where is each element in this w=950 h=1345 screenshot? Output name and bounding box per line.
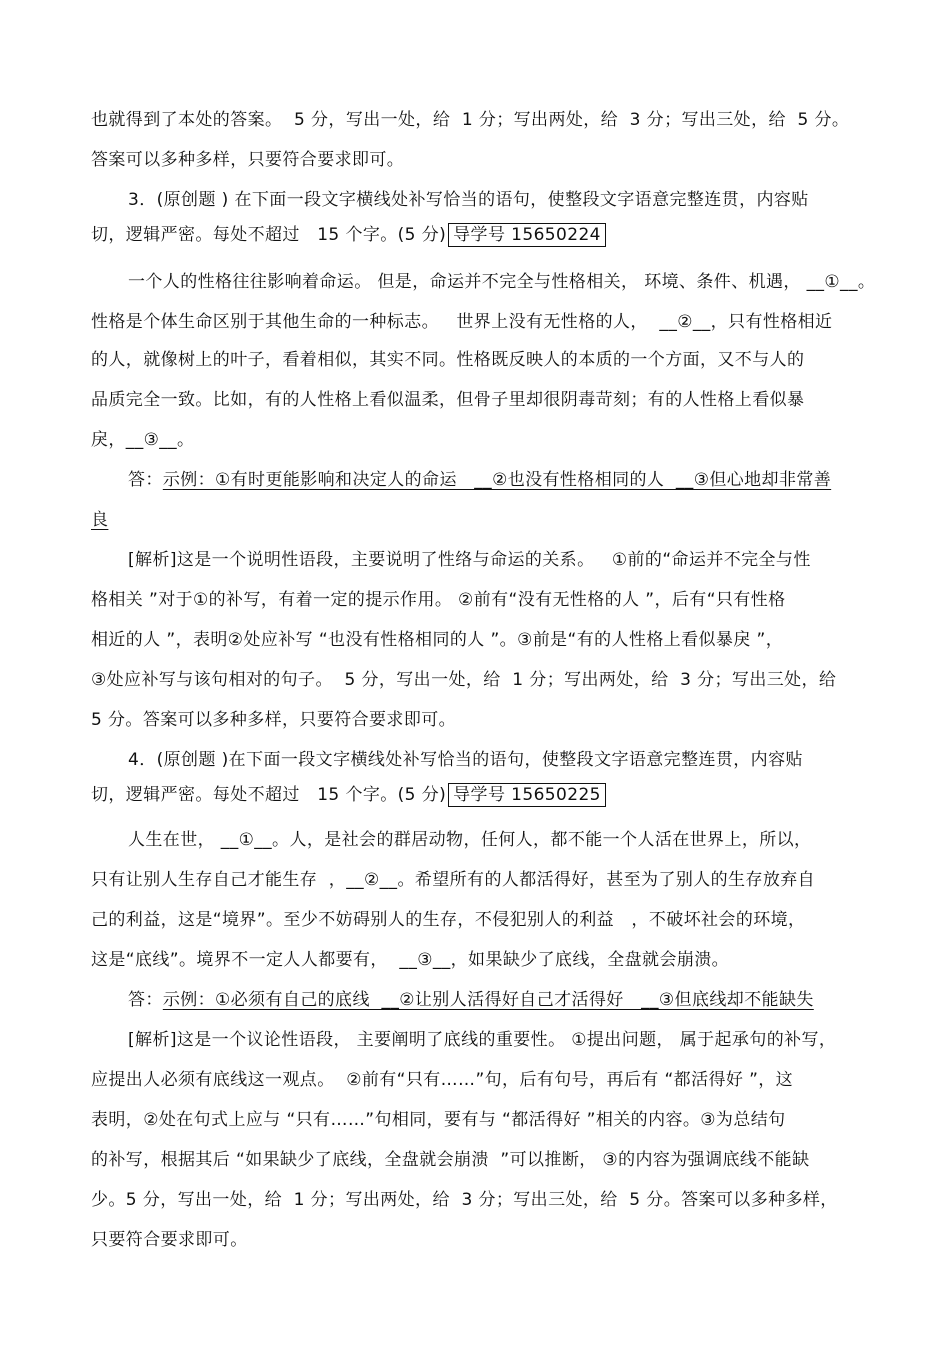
question-4-line: 4．(原创题 )在下面一段文字横线处补写恰当的语句，使整段文字语意完整连贯，内容贴 xyxy=(128,750,803,770)
passage-line: 一个人的性格往往影响着命运。 但是，命运并不完全与性格相关， 环境、条件、机遇， __①__。 xyxy=(128,272,876,292)
passage-line: 性格是个体生命区别于其他生命的一种标志。 世界上没有无性格的人， __②__，只有性格相近 xyxy=(91,312,833,332)
guide-number-badge: 导学号 15650225 xyxy=(448,783,606,807)
analysis-line: [解析]这是一个议论性语段， 主要阐明了底线的重要性。 ①提出问题， 属于起承句的补写， xyxy=(128,1030,837,1050)
answer-line: 良 xyxy=(91,510,109,530)
answer-example: 示例：①有时更能影响和决定人的命运 __②也没有性格相同的人 __③但心地却非常善 xyxy=(162,470,832,490)
question-3-text: 切，逻辑严密。每处不超过 15 个字。(5 分) xyxy=(91,225,447,245)
analysis-line: 少。5 分，写出一处，给 1 分；写出两处，给 3 分；写出三处，给 5 分。答案可以多种多样， xyxy=(91,1190,838,1210)
analysis-line: 的补写，根据其后 “如果缺少了底线，全盘就会崩溃 ”可以推断， ③的内容为强调底线不能缺 xyxy=(91,1150,810,1170)
question-3-line xyxy=(91,223,606,247)
question-4-line xyxy=(91,783,606,807)
analysis-line: 表明，②处在句式上应与 “只有……”句相同，要有与 “都活得好 ”相关的内容。③为总结句 xyxy=(91,1110,786,1130)
passage-line: 人生在世， __①__。人，是社会的群居动物，任何人，都不能一个人活在世界上，所以， xyxy=(128,830,812,850)
guide-number-badge: 导学号 15650224 xyxy=(448,223,606,247)
passage-line: 品质完全一致。比如，有的人性格上看似温柔，但骨子里却很阴毒苛刻；有的人性格上看似暴 xyxy=(91,390,805,410)
text-line: 也就得到了本处的答案。 5 分，写出一处，给 1 分；写出两处，给 3 分；写出三处，给 5 分。 xyxy=(91,110,850,130)
answer-label: 答： xyxy=(128,470,163,490)
question-4-text: 切，逻辑严密。每处不超过 15 个字。(5 分) xyxy=(91,785,447,805)
analysis-line: 格相关 ”对于①的补写，有着一定的提示作用。 ②前有“没有无性格的人 ”，后有“只有性格 xyxy=(91,590,786,610)
analysis-line: 应提出人必须有底线这一观点。 ②前有“只有……”句，后有句号，再后有 “都活得好 ”，这 xyxy=(91,1070,794,1090)
answer-line xyxy=(128,988,814,1012)
passage-line: 己的利益，这是“境界”。至少不妨碍别人的生存，不侵犯别人的利益 ，不破坏社会的环境， xyxy=(91,910,806,930)
answer-label: 答： xyxy=(128,990,163,1010)
analysis-line: 相近的人 ”，表明②处应补写 “也没有性格相同的人 ”。③前是“有的人性格上看似暴戾 ”， xyxy=(91,630,784,650)
answer-line xyxy=(128,468,831,492)
analysis-line: [解析]这是一个说明性语段，主要说明了性络与命运的关系。 ①前的“命运并不完全与性 xyxy=(128,550,811,570)
answer-example: 示例：①必须有自己的底线 __②让别人活得好自己才活得好 __③但底线却不能缺失 xyxy=(162,990,814,1010)
passage-line: 这是“底线”。境界不一定人人都要有， __③__，如果缺少了底线，全盘就会崩溃。 xyxy=(91,950,730,970)
passage-line: 只有让别人生存自己才能生存 ，__②__。希望所有的人都活得好，甚至为了别人的生存放弃自 xyxy=(91,870,816,890)
analysis-line: 只要符合要求即可。 xyxy=(91,1230,248,1250)
question-3-line: 3．(原创题 ) 在下面一段文字横线处补写恰当的语句，使整段文字语意完整连贯，内容贴 xyxy=(128,190,809,210)
analysis-line: 5 分。答案可以多种多样，只要符合要求即可。 xyxy=(91,710,457,730)
analysis-line: ③处应补写与该句相对的句子。 5 分，写出一处，给 1 分；写出两处，给 3 分；写出三处，给 xyxy=(91,670,837,690)
text-line: 答案可以多种多样，只要符合要求即可。 xyxy=(91,150,405,170)
passage-line: 的人，就像树上的叶子，看着相似，其实不同。性格既反映人的本质的一个方面，又不与人的 xyxy=(91,350,805,370)
passage-line: 戾，__③__。 xyxy=(91,430,195,450)
